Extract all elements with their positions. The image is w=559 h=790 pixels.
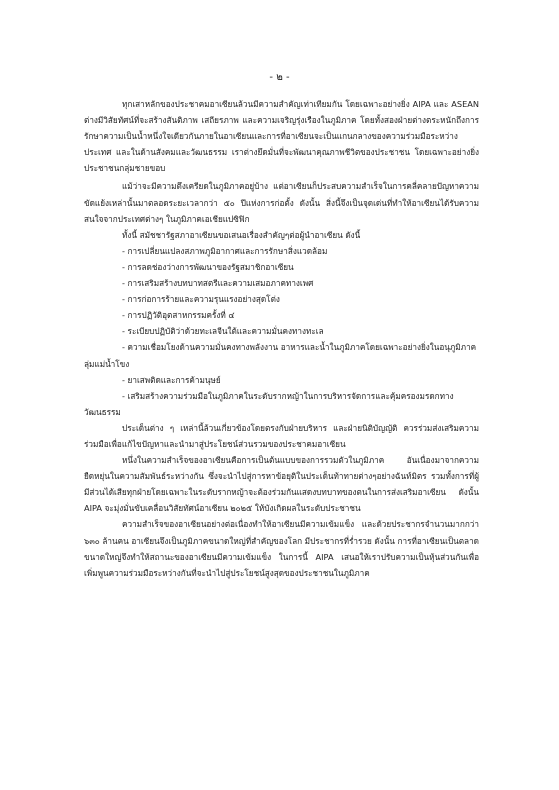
paragraph-asean-strength: ความสำเร็จของอาเซียนอย่างต่อเนื่องทำให้อาเซียนมีความเข้มแข็ง และด้วยประชากรจำนวนมากกว่า ๖๓๐ ล้านคน อาเซียนจึงเป็นภูมิภาคขนาดใหญ่ที่สำคัญของโลก มีประชากรที่ร่ำรวย ดังนั้น การที่อาเซียนเป็นตลาดขนาดใหญ่จึงทำให้สถานะของอาเซียนมีความเข้มแข็ง ในการนี้ AIPA เสนอให้เราปรับความเป็นหุ้นส่วนกันเพื่อเพิ่มพูนความร่วมมือระหว่างกันที่จะนำไปสู่ประโยชน์สูงสุดของประชาชนในภูมิภาค xyxy=(84,519,479,578)
list-item: - การก่อการร้ายและความรุนแรงอย่างสุดโต่ง xyxy=(122,294,280,305)
page-number: - ๒ - xyxy=(269,72,290,83)
list-item: - การเสริมสร้างบทบาทสตรีและความเสมอภาคทางเพศ xyxy=(122,278,314,289)
list-item: - การเปลี่ยนแปลงสภาพภูมิอากาศและการรักษาสิ่งแวดล้อม xyxy=(122,245,328,256)
list-item: - ความเชื่อมโยงด้านความมั่นคงทางพลังงาน อาหารและน้ำในภูมิภาคโดยเฉพาะอย่างยิ่งในอนุภูมิภาคลุ่มแม่น้ำโขง xyxy=(84,342,477,369)
list-item: - ยาเสพติดและการค้ามนุษย์ xyxy=(122,374,221,385)
document-body xyxy=(84,96,479,581)
paragraph-regional-integration: หนึ่งในความสำเร็จของอาเซียนคือการเป็นต้นแบบของการรวมตัวในภูมิภาค อันเนื่องมาจากความยืดหยุ่นในความสัมพันธ์ระหว่างกัน ซึ่งจะนำไปสู่การหาข้อยุติในประเด็นท้าทายต่างๆอย่างฉันท์มิตร รวมทั้งการที่ผู้มีส่วนได้เสียทุกฝ่ายโดยเฉพาะในระดับรากหญ้าจะต้องร่วมกันแสดงบทบาทของตนในการส่งเสริมอาเซียน ดังนั้น AIPA จะมุ่งมั่นขับเคลื่อนวิสัยทัศน์อาเซียน ๒๐๒๕ ให้บังเกิดผลในระดับประชาชน xyxy=(84,455,479,514)
paragraph-proposals-intro: ทั้งนี้ สมัชชารัฐสภาอาเซียนขอเสนอเรื่องสำคัญๆต่อผู้นำอาเซียน ดังนี้ xyxy=(122,229,361,240)
paragraph-pillars: ทุกเสาหลักของประชาคมอาเซียนล้วนมีความสำคัญเท่าเทียมกัน โดยเฉพาะอย่างยิ่ง AIPA และ ASEAN ต่างมีวิสัยทัศน์ที่จะสร้างสันติภาพ เสถียรภาพ และความเจริญรุ่งเรืองในภูมิภาค โดยทั้งสองฝ่ายต่างตระหนักถึงการรักษาความเป็นน้ำหนึ่งใจเดียวกันภายในอาเซียนและการที่อาเซียนจะเป็นแกนกลางของความร่วมมือระหว่างประเทศ และในด้านสังคมและวัฒนธรรม เราต่างยึดมั่นที่จะพัฒนาคุณภาพชีวิตของประชาชน โดยเฉพาะอย่างยิ่งประชาชนกลุ่มชายขอบ xyxy=(84,99,479,174)
list-item: - ระเบียบปฏิบัติว่าด้วยทะเลจีนใต้และความมั่นคงทางทะเล xyxy=(122,326,324,337)
proposal-list xyxy=(84,243,479,420)
paragraph-executive-legislative: ประเด็นต่าง ๆ เหล่านี้ล้วนเกี่ยวข้องโดยตรงกับฝ่ายบริหาร และฝ่ายนิติบัญญัติ ควรร่วมส่งเสริมความร่วมมือเพื่อแก้ไขปัญหาและนำมาสู่ประโยชน์ส่วนรวมของประชาคมอาเซียน xyxy=(84,422,479,449)
list-item: - การลดช่องว่างการพัฒนาของรัฐสมาชิกอาเซียน xyxy=(122,261,294,272)
list-item: - เสริมสร้างความร่วมมือในภูมิภาคในระดับรากหญ้าในการบริหารจัดการและคุ้มครองมรดกทางวัฒนธรรม xyxy=(84,390,454,417)
paragraph-tensions: แม้ว่าจะมีความตึงเครียดในภูมิภาคอยู่บ้าง แต่อาเซียนก็ประสบความสำเร็จในการคลี่คลายปัญหาความขัดแย้งเหล่านั้นมาตลอดระยะเวลากว่า ๕๐ ปีแห่งการก่อตั้ง ดังนั้น สิ่งนี้จึงเป็นจุดเด่นที่ทำให้อาเซียนได้รับความสนใจจากประเทศต่างๆ ในภูมิภาคเอเชียแปซิฟิก xyxy=(84,181,479,224)
list-item: - การปฏิวัติอุตสาหกรรมครั้งที่ ๔ xyxy=(122,310,235,321)
